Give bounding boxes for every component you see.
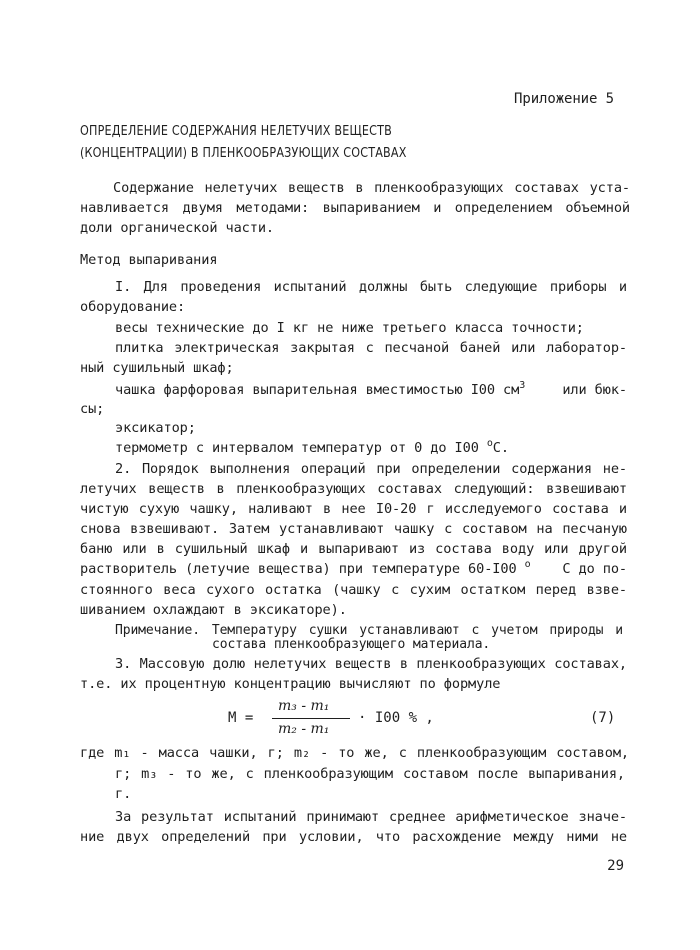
- equipment-hotplate-line-2: ный сушильный шкаф;: [80, 360, 234, 376]
- method-heading: Метод выпаривания: [80, 252, 218, 268]
- appendix-label: Приложение 5: [514, 91, 614, 107]
- item2-line-2: летучих веществ в пленкообразующих составах следующий: взвешивают: [80, 481, 627, 497]
- item2-line-7: стоянного веса сухого остатка (чашку с сухим остатком перед взве-: [80, 582, 627, 598]
- item2-line-4: снова взвешивают. Затем устанавливают чашку с составом на песчаную: [80, 521, 627, 537]
- equipment-thermometer: термометр с интервалом температур от 0 до I00 $^о$С.: [115, 438, 509, 456]
- fraction-bar: [272, 718, 350, 719]
- equipment-hotplate-line-1: плитка электрическая закрытая с песчаной баней или лаборатор-: [115, 340, 627, 356]
- intro-line-3: доли органической части.: [80, 220, 275, 236]
- intro-line-1: Содержание нелетучих веществ в пленкообразующих составах уста-: [113, 180, 630, 196]
- equipment-scales: весы технические до I кг не ниже третьего класса точности;: [115, 320, 584, 336]
- item1-line-2: оборудование:: [80, 299, 186, 315]
- item1-line-1: I. Для проведения испытаний должны быть следующие приборы и: [115, 279, 627, 295]
- item2-line-5: баню или в сушильный шкаф и выпаривают из состава воду или другой: [80, 541, 627, 557]
- intro-line-2: навливается двумя методами: выпариванием и определением объемной: [80, 200, 630, 216]
- section-title-line-1: ОПРЕДЕЛЕНИЕ СОДЕРЖАНИЯ НЕЛЕТУЧИХ ВЕЩЕСТВ: [80, 123, 392, 139]
- where-line-1: где m₁ - масса чашки, г; m₂ - то же, с пленкообразующим составом,: [80, 745, 629, 761]
- formula-7: [0, 700, 700, 740]
- page-number: 29: [607, 858, 624, 874]
- item3-line-1: 3. Массовую долю нелетучих веществ в пленкообразующих составах,: [115, 656, 627, 672]
- equipment-bowl-line-1: чашка фарфоровая выпарительная вместимостью I00 $см^3$ или бюк-: [115, 380, 627, 398]
- note-line-2: состава пленкообразующего материала.: [212, 637, 491, 652]
- note-line-1: Примечание. Температуру сушки устанавливают с учетом природы и: [115, 623, 623, 638]
- result-line-2: ние двух определений при условии, что расхождение между ними не: [80, 829, 627, 845]
- where-line-3: г.: [115, 786, 132, 802]
- formula-number: (7): [590, 710, 616, 726]
- equipment-desiccator: эксикатор;: [115, 420, 196, 436]
- item2-line-1: 2. Порядок выполнения операций при определении содержания не-: [115, 461, 627, 477]
- equipment-bowl-line-2: сы;: [80, 401, 105, 417]
- formula-numerator: m₃ - m₁: [278, 698, 330, 714]
- item3-line-2: т.е. их процентную концентрацию вычисляют по формуле: [80, 676, 501, 692]
- section-title-line-2: (КОНЦЕНТРАЦИИ) В ПЛЕНКООБРАЗУЮЩИХ СОСТАВАХ: [80, 145, 407, 161]
- item2-line-8: шиванием охлаждают в эксикаторе).: [80, 602, 347, 618]
- result-line-1: За результат испытаний принимают среднее арифметическое значе-: [115, 809, 627, 825]
- item2-line-3: чистую сухую чашку, наливают в нее I0-20 г исследуемого состава и: [80, 501, 627, 517]
- formula-rhs: · I00 % ,: [358, 710, 434, 726]
- formula-lhs: М =: [228, 710, 254, 726]
- where-line-2: г; m₃ - то же, с пленкообразующим составом после выпаривания,: [115, 766, 625, 782]
- formula-denominator: m₂ - m₁: [278, 721, 330, 737]
- item2-line-6: растворитель (летучие вещества) при температуре 60-I00 $^о$ С до по-: [80, 559, 627, 577]
